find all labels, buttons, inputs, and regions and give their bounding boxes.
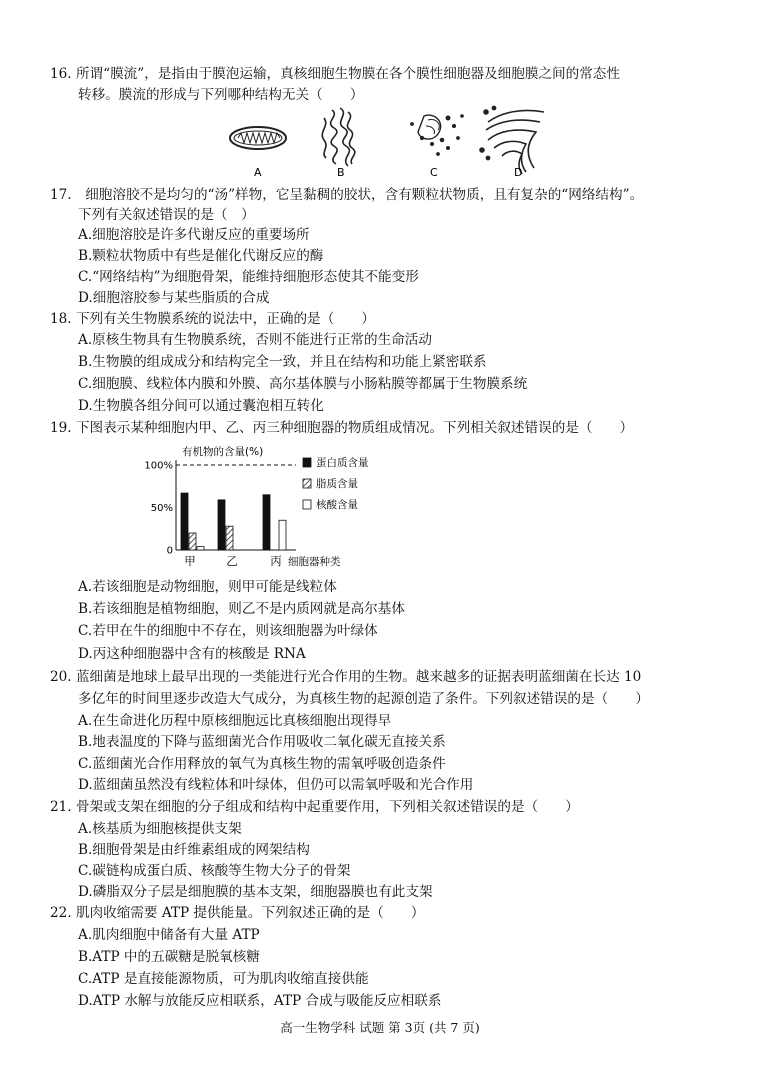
q18-option-c: C.细胞膜、线粒体内膜和外膜、高尔基体膜与小肠粘膜等都属于生物膜系统 (78, 376, 528, 392)
legend-label: 脂质含量 (316, 478, 358, 490)
q19-stem: 19. 下图表示某种细胞内甲、乙、丙三种细胞器的物质组成情况。下列相关叙述错误的是（ ） (50, 420, 634, 436)
mitochondrion-figure (230, 127, 286, 149)
q16-figure (226, 104, 556, 182)
legend-swatch (303, 458, 311, 467)
q20-option-b: B.地表温度的下降与蓝细菌光合作用吸收二氧化碳无直接关系 (78, 734, 446, 750)
category-label: 乙 (226, 554, 238, 568)
fig-label-a: A (254, 166, 262, 179)
q22-option-d: D.ATP 水解与放能反应相联系，ATP 合成与吸能反应相联系 (78, 993, 442, 1009)
organelle-composition-chart (140, 440, 400, 570)
q22-option-a: A.肌肉细胞中储备有大量 ATP (78, 927, 260, 943)
q20-stem-line1: 20. 蓝细菌是地球上最早出现的一类能进行光合作用的生物。越来越多的证据表明蓝细菌在长达 10 (50, 669, 642, 685)
q17-stem-line2: 下列有关叙述错误的是（ ） (78, 207, 255, 223)
q20-option-c: C.蓝细菌光合作用释放的氧气为真核生物的需氧呼吸创造条件 (78, 756, 446, 772)
q21-option-a: A.核基质为细胞核提供支架 (78, 821, 242, 837)
bar-0-1 (189, 533, 196, 550)
q18-option-a: A.原核生物具有生物膜系统，否则不能进行正常的生命活动 (78, 332, 432, 348)
q22-option-c: C.ATP 是直接能源物质，可为肌肉收缩直接供能 (78, 971, 369, 987)
legend-swatch (303, 479, 311, 488)
fig-label-b: B (337, 166, 345, 179)
q19-option-a: A.若该细胞是动物细胞，则甲可能是线粒体 (78, 579, 337, 595)
q19-option-b: B.若该细胞是植物细胞，则乙不是内质网就是高尔基体 (78, 601, 405, 617)
legend-label: 核酸含量 (316, 499, 358, 511)
x-axis-label: 细胞器种类 (288, 556, 341, 568)
bar-2-0 (263, 495, 270, 550)
q19-option-d: D.丙这种细胞器中含有的核酸是 RNA (78, 646, 306, 662)
bar-2-2 (279, 520, 286, 550)
q17-stem-line1: 17. 细胞溶胶不是均匀的“汤”样物，它呈黏稠的胶状，含有颗粒状物质，且有复杂的“网络结构”。 (50, 187, 644, 203)
bar-0-2 (197, 547, 204, 550)
bar-0-0 (181, 493, 188, 550)
q18-option-b: B.生物膜的组成成分和结构完全一致，并且在结构和功能上紧密联系 (78, 354, 487, 370)
y-tick-label: 50% (150, 503, 173, 514)
y-tick-label: 0 (166, 545, 173, 557)
q22-stem: 22. 肌肉收缩需要 ATP 提供能量。下列叙述正确的是（ ） (50, 905, 425, 921)
q17-option-d: D.细胞溶胶参与某些脂质的合成 (78, 290, 270, 306)
q21-option-d: D.磷脂双分子层是细胞膜的基本支架，细胞器膜也有此支架 (78, 884, 433, 900)
category-label: 甲 (184, 554, 196, 568)
q20-stem-line2: 多亿年的时间里逐步改造大气成分，为真核生物的起源创造了条件。下列叙述错误的是（ ） (78, 691, 649, 707)
fig-label-d: D (514, 166, 523, 179)
q16-stem-line1: 16. 所谓“膜流”，是指由于膜泡运输，真核细胞生物膜在各个膜性细胞器及细胞膜之间的常态性 (50, 66, 620, 82)
golgi-apparatus-figure (411, 115, 464, 156)
q17-option-a: A.细胞溶胶是许多代谢反应的重要场所 (78, 227, 310, 243)
q20-option-d: D.蓝细菌虽然没有线粒体和叶绿体，但仍可以需氧呼吸和光合作用 (78, 777, 474, 793)
q18-option-d: D.生物膜各组分间可以通过囊泡相互转化 (78, 398, 324, 414)
q21-option-c: C.碳链构成蛋白质、核酸等生物大分子的骨架 (78, 863, 351, 879)
q17-option-b: B.颗粒状物质中有些是催化代谢反应的酶 (78, 248, 324, 264)
q21-option-b: B.细胞骨架是由纤维素组成的网架结构 (78, 842, 310, 858)
bar-1-1 (226, 526, 233, 550)
y-tick-label: 100% (144, 460, 173, 472)
q19-option-c: C.若甲在牛的细胞中不存在，则该细胞器为叶绿体 (78, 623, 378, 639)
q16-stem-line2: 转移。膜流的形成与下列哪种结构无关（ ） (78, 87, 364, 103)
endoplasmic-reticulum-figure (322, 108, 355, 166)
q18-stem: 18. 下列有关生物膜系统的说法中，正确的是（ ） (50, 311, 376, 327)
bar-1-0 (218, 500, 225, 550)
fig-label-c: C (430, 166, 438, 179)
q20-option-a: A.在生命进化历程中原核细胞远比真核细胞出现得早 (78, 713, 392, 729)
legend-swatch (303, 500, 311, 509)
q17-option-c: C.“网络结构”为细胞骨架，能维持细胞形态使其不能变形 (78, 269, 419, 285)
legend-label: 蛋白质含量 (316, 457, 369, 469)
chart-title: 有机物的含量(%) (182, 446, 264, 458)
golgi-stack-figure (480, 106, 544, 174)
page-footer: 高一生物学科 试题 第 3页 (共 7 页) (280, 1020, 480, 1035)
q22-option-b: B.ATP 中的五碳糖是脱氧核糖 (78, 949, 260, 965)
category-label: 丙 (270, 554, 282, 568)
q21-stem: 21. 骨架或支架在细胞的分子组成和结构中起重要作用，下列相关叙述错误的是（ ） (50, 799, 579, 815)
